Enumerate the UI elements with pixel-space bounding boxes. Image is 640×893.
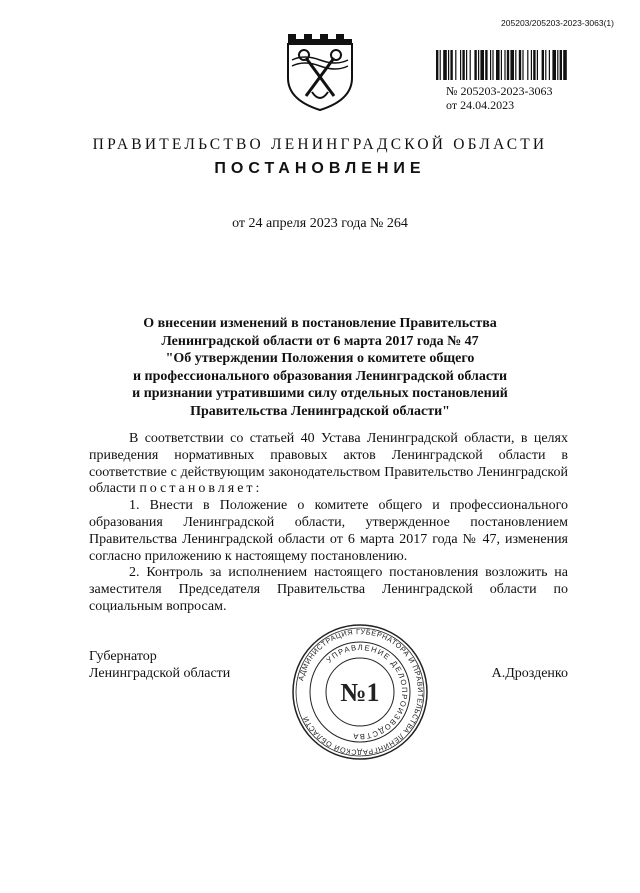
registration-number: № 205203-2023-3063 <box>446 84 553 98</box>
registration-stamp <box>446 84 552 112</box>
subject-line: Ленинградской области от 6 марта 2017 года № 47 <box>161 333 479 349</box>
decree-body <box>89 431 568 616</box>
item-1: 1. Внести в Положение о комитете общего и профессионального образования Ленинградской области, утвержденное постановлением Правительства Ленинградской области от 6 марта 2017 года № 47, изменения согласно приложению к настоящему постановлению. <box>89 498 568 564</box>
decree-date-number: от 24 апреля 2023 года № 264 <box>232 216 408 231</box>
intro-text: В соответствии со статьей 40 Устава Ленинградской области, в целях приведения нормативных правовых актов Ленинградской области в соответствие с действующим законодательством Правительство Ленинградской области <box>89 431 568 497</box>
official-seal-icon <box>290 622 430 762</box>
registration-date: от 24.04.2023 <box>446 98 515 112</box>
document-reference: 205203/205203-2023-3063(1) <box>501 18 614 28</box>
intro-paragraph <box>89 431 568 498</box>
subject-line: "Об утверждении Положения о комитете общего <box>165 351 475 366</box>
seal-inner-text: УПРАВЛЕНИЕ ДЕЛОПРОИЗВОДСТВА <box>324 642 410 742</box>
signer-name: А.Дрозденко <box>491 666 568 681</box>
signer-title-line1: Губернатор <box>89 649 157 664</box>
decree-subject <box>100 315 540 420</box>
subject-line: О внесении изменений в постановление Правительства <box>143 316 497 331</box>
coat-of-arms-icon <box>282 30 358 112</box>
subject-line: и профессионального образования Ленинградской области <box>132 368 508 384</box>
signer-title-line2: Ленинградской области <box>89 666 231 681</box>
barcode-icon <box>436 50 612 80</box>
signer-position <box>89 648 230 682</box>
decree-word: постановляет: <box>139 481 263 497</box>
seal-number: №1 <box>340 678 380 707</box>
subject-line: Правительства Ленинградской области" <box>190 403 450 419</box>
government-title: ПРАВИТЕЛЬСТВО ЛЕНИНГРАДСКОЙ ОБЛАСТИ <box>92 136 548 153</box>
item-2: 2. Контроль за исполнением настоящего постановления возложить на заместителя Председателя Правительства Ленинградской области по социальным вопросам. <box>89 565 568 614</box>
document-type: ПОСТАНОВЛЕНИЕ <box>214 160 426 177</box>
subject-line: и признании утратившими силу отдельных постановлений <box>132 386 508 401</box>
seal-outer-text: АДМИНИСТРАЦИЯ ГУБЕРНАТОРА И ПРАВИТЕЛЬСТВА ЛЕНИНГРАДСКОЙ ОБЛАСТИ <box>296 626 426 758</box>
